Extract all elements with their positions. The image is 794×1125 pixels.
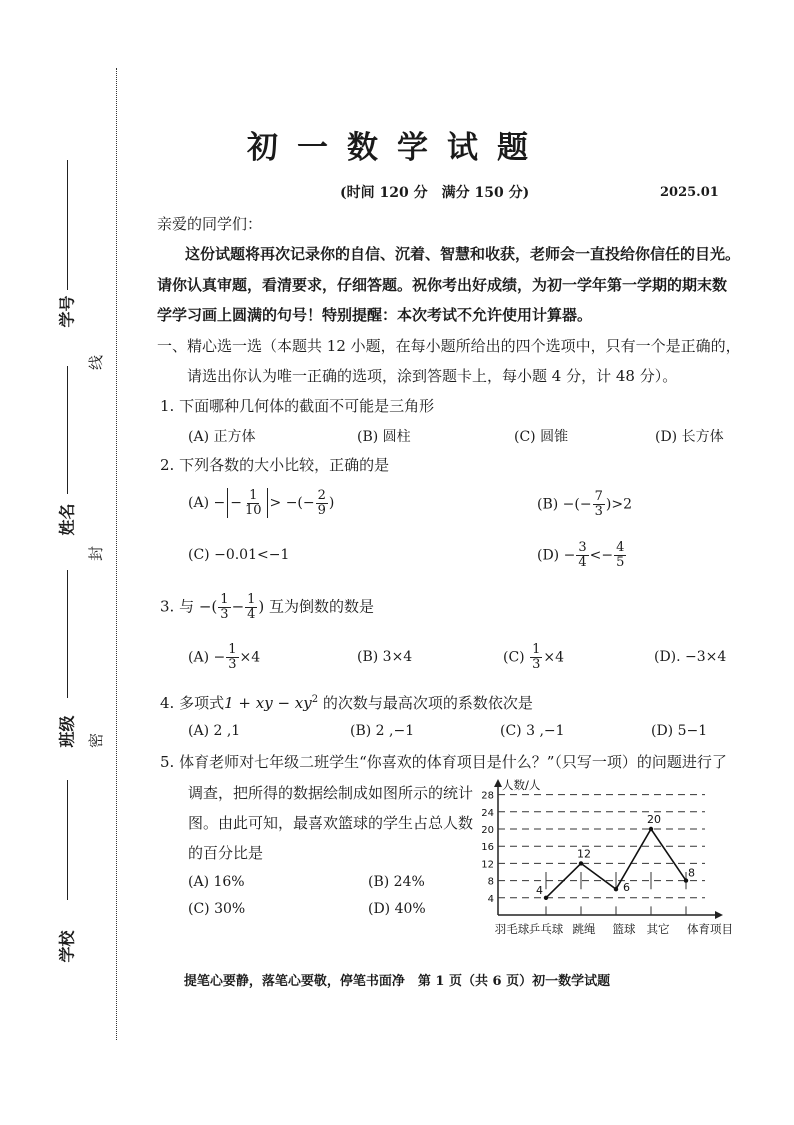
greeting: 亲爱的同学们： — [157, 215, 263, 233]
data-point — [649, 827, 653, 831]
q3-a-frac: $\frac{1}{3}$ — [228, 642, 237, 672]
q2-option-a — [188, 488, 334, 518]
data-label: 6 — [623, 881, 630, 895]
y-tick-label: 8 — [487, 876, 494, 888]
binding-dashed-line — [116, 68, 117, 1040]
q2-a-inner-minus: − — [230, 495, 242, 511]
y-tick-label: 24 — [481, 807, 494, 819]
q2-c-label: (C) — [188, 547, 210, 563]
y-tick-label: 16 — [481, 842, 494, 854]
data-point — [544, 896, 548, 900]
q3-a-post: ×4 — [239, 649, 261, 666]
q2-d-pre: − — [563, 547, 576, 564]
y-tick-label: 4 — [487, 893, 494, 905]
x-category-label: 其它 — [646, 922, 670, 936]
q4-stem-pre: 4. 多项式 — [160, 694, 225, 712]
q5-stem-line1: 5. 体育老师对七年级二班学生“你喜欢的体育项目是什么？”（只写一项）的问题进行了 — [160, 753, 727, 771]
name-underline — [67, 366, 68, 494]
q1-stem: 1. 下面哪种几何体的截面不可能是三角形 — [160, 397, 435, 415]
q4-exponent: 2 — [311, 694, 319, 705]
x-category-label: 跳绳 — [572, 922, 596, 936]
seal-char-mi: 密 — [87, 732, 106, 749]
class-underline — [67, 570, 68, 698]
q3-c-post: ×4 — [543, 649, 565, 666]
data-label: 8 — [688, 866, 695, 880]
school-label: 学校 — [57, 930, 77, 963]
q3-a-pre: − — [213, 649, 226, 666]
q5-stem-line3: 图。由此可知，最喜欢篮球的学生占总人数 — [188, 814, 474, 832]
data-label: 4 — [536, 883, 543, 897]
y-axis-arrow — [494, 779, 502, 787]
q3-c-label: (C) — [503, 649, 525, 666]
school-underline — [67, 780, 68, 900]
class-label: 班级 — [57, 715, 77, 748]
q2-option-b — [537, 490, 632, 519]
q2-a-close: ) — [328, 495, 335, 511]
q4-option-d: (D) 5−1 — [651, 723, 708, 739]
student-id-label: 学号 — [57, 295, 77, 328]
q2-d-frac2: $\frac{4}{5}$ — [616, 540, 625, 570]
x-category-label: 篮球 — [612, 922, 636, 936]
q4-option-c: (C) 3 ,−1 — [500, 723, 565, 739]
seal-char-xian: 线 — [87, 354, 106, 371]
x-category-label: 羽毛球 — [494, 922, 530, 936]
q2-option-c — [188, 547, 289, 563]
q3-option-c — [503, 643, 564, 672]
data-point — [579, 861, 583, 865]
q2-d-mid: <− — [589, 547, 614, 564]
intro-paragraph-1: 这份试题将再次记录你的自信、沉着、智慧和收获，老师会一直投给你信任的目光。 — [185, 245, 741, 263]
q2-b-frac: $\frac{7}{3}$ — [594, 489, 603, 519]
q2-stem: 2. 下列各数的大小比较，正确的是 — [160, 456, 390, 474]
q2-b-label: (B) — [537, 496, 559, 513]
data-point — [614, 887, 618, 891]
q3-stem-pre: 3. 与 −( — [160, 597, 218, 616]
q2-a-frac1: $\frac{1}{10}$ — [244, 487, 262, 518]
q3-frac2: $\frac{1}{4}$ — [247, 592, 256, 622]
q3-stem-post: ) 互为倒数的数是 — [258, 597, 375, 616]
q3-option-d: (D). −3×4 — [654, 649, 727, 665]
name-label: 姓名 — [57, 503, 77, 536]
q2-c-text: −0.01<−1 — [214, 547, 290, 563]
q2-option-d — [537, 541, 627, 570]
x-axis-title: 体育项目 — [687, 922, 733, 936]
q3-option-b: (B) 3×4 — [357, 649, 413, 665]
q1-option-d: (D) 长方体 — [655, 429, 724, 445]
q3-stem — [160, 593, 374, 622]
q2-b-pre: −(− — [562, 496, 592, 513]
q2-a-minus: − — [213, 495, 226, 511]
q3-frac1: $\frac{1}{3}$ — [220, 592, 229, 622]
q5-option-b: (B) 24% — [368, 874, 425, 890]
q4-option-b: (B) 2 ,−1 — [350, 723, 415, 739]
y-tick-label: 28 — [481, 790, 494, 802]
exam-title: 初一数学试题 — [247, 130, 547, 166]
intro-paragraph-3: 学学习画上圆满的句号！特别提醒：本次考试不允许使用计算器。 — [157, 306, 593, 324]
x-axis-arrow — [715, 911, 723, 919]
q4-polynomial: 1 + xy − xy — [224, 694, 312, 712]
x-category-label: 乒乓球 — [528, 922, 564, 936]
y-tick-label: 12 — [481, 859, 494, 871]
q1-option-b: (B) 圆柱 — [357, 429, 411, 445]
q5-option-a: (A) 16% — [188, 874, 245, 890]
q5-option-c: (C) 30% — [188, 901, 246, 917]
y-tick-label: 20 — [481, 825, 494, 836]
q3-option-a — [188, 643, 260, 672]
section1-heading: 一、精心选一选（本题共 12 小题，在每小题所给出的四个选项中，只有一个是正确的， — [157, 337, 741, 355]
q2-d-frac1: $\frac{3}{4}$ — [578, 540, 587, 570]
q2-d-label: (D) — [537, 547, 560, 564]
q3-minus: − — [231, 597, 245, 616]
y-axis-title: 人数/人 — [502, 778, 541, 792]
q3-c-frac: $\frac{1}{3}$ — [532, 642, 541, 672]
q2-a-compare: > −(− — [269, 495, 315, 511]
student-id-underline — [67, 160, 68, 290]
q1-option-a: (A) 正方体 — [188, 429, 256, 445]
q2-a-frac2: $\frac{2}{9}$ — [317, 487, 326, 518]
q4-stem-post: 的次数与最高次项的系数依次是 — [318, 694, 533, 712]
q4-stem — [160, 690, 533, 713]
q2-b-post: )>2 — [605, 496, 632, 513]
intro-paragraph-2: 请你认真审题，看清要求，仔细答题。祝你考出好成绩，为初一学年第一学期的期末数 — [157, 276, 728, 294]
time-info: (时间 120 分 满分 150 分) — [340, 185, 530, 201]
data-label: 12 — [577, 847, 591, 861]
q4-option-a: (A) 2 ,1 — [188, 723, 241, 739]
q3-a-label: (A) — [188, 649, 210, 666]
q1-option-c: (C) 圆锥 — [514, 429, 569, 445]
page-footer: 提笔心要静，落笔心要敬，停笔书面净 第 1 页（共 6 页）初一数学试题 — [183, 974, 611, 989]
q5-stem-line2: 调查，把所得的数据绘制成如图所示的统计 — [188, 784, 474, 802]
seal-char-feng: 封 — [87, 545, 106, 562]
section1-instructions: 请选出你认为唯一正确的选项，涂到答题卡上，每小题 4 分，计 48 分）。 — [187, 367, 678, 385]
q2-a-label: (A) — [188, 495, 210, 511]
q5-stem-line4: 的百分比是 — [188, 844, 264, 862]
sports-line-chart — [470, 775, 745, 940]
q5-option-d: (D) 40% — [368, 901, 426, 917]
exam-date: 2025.01 — [660, 185, 719, 200]
data-label: 20 — [647, 813, 661, 826]
